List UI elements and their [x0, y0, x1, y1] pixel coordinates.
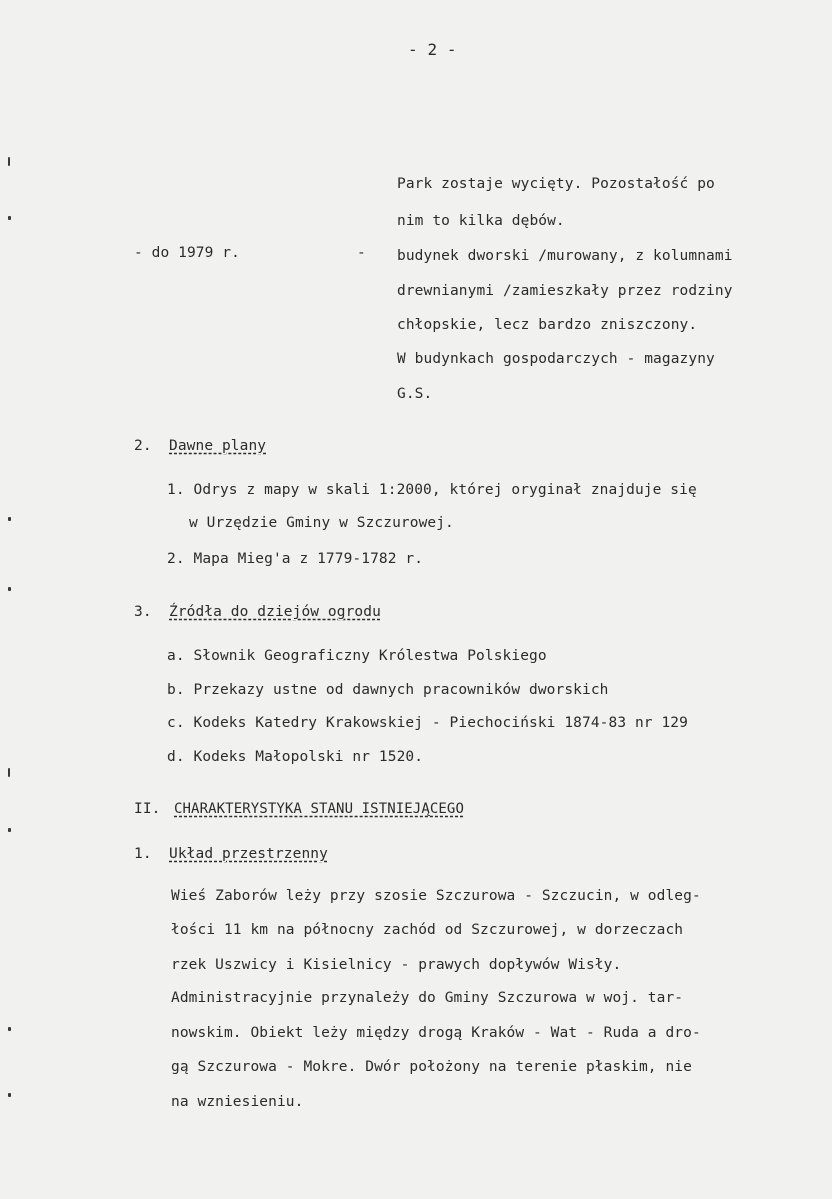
- paragraph-line: Administracyjnie przynależy do Gminy Szczurowa w woj. tar-: [171, 990, 684, 1006]
- margin-mark: [8, 828, 11, 832]
- margin-mark: [8, 157, 10, 166]
- paragraph-line: rzek Uszwicy i Kisielnicy - prawych dopływów Wisły.: [171, 957, 622, 973]
- chapter-title: CHARAKTERYSTYKA STANU ISTNIEJĄCEGO: [174, 801, 464, 817]
- entry-line: chłopskie, lecz bardzo zniszczony.: [397, 317, 698, 333]
- margin-mark: [8, 587, 11, 591]
- entry-line: drewnianymi /zamieszkały przez rodziny: [397, 283, 733, 299]
- chapter-number: II.: [134, 801, 161, 817]
- section-title: Układ przestrzenny: [169, 846, 328, 862]
- date-label: - do 1979 r.: [134, 245, 240, 261]
- date-dash: -: [357, 245, 366, 261]
- list-item: d. Kodeks Małopolski nr 1520.: [167, 749, 424, 765]
- margin-mark: [8, 517, 11, 521]
- section-number: 3.: [134, 604, 152, 620]
- margin-mark: [8, 768, 10, 777]
- margin-mark: [8, 216, 11, 220]
- paragraph-line: łości 11 km na północny zachód od Szczurowej, w dorzeczach: [171, 922, 684, 938]
- paragraph-line: na wzniesieniu.: [171, 1094, 304, 1110]
- list-item: 1. Odrys z mapy w skali 1:2000, której oryginał znajduje się: [167, 482, 697, 498]
- margin-mark: [8, 1027, 11, 1031]
- page-number: - 2 -: [408, 40, 457, 59]
- entry-line: W budynkach gospodarczych - magazyny: [397, 351, 715, 367]
- list-item: b. Przekazy ustne od dawnych pracowników dworskich: [167, 682, 609, 698]
- entry-line: budynek dworski /murowany, z kolumnami: [397, 248, 733, 264]
- list-item: 2. Mapa Mieg'a z 1779-1782 r.: [167, 551, 424, 567]
- section-title: Dawne plany: [169, 438, 267, 454]
- list-item: w Urzędzie Gminy w Szczurowej.: [189, 515, 454, 531]
- section-title: Źródła do dziejów ogrodu: [169, 604, 381, 620]
- list-item: c. Kodeks Katedry Krakowskiej - Piechociński 1874-83 nr 129: [167, 715, 688, 731]
- entry-line: nim to kilka dębów.: [397, 213, 565, 229]
- margin-mark: [8, 1093, 11, 1097]
- section-number: 2.: [134, 438, 152, 454]
- entry-line: G.S.: [397, 386, 433, 402]
- entry-line: Park zostaje wycięty. Pozostałość po: [397, 176, 715, 192]
- paragraph-line: Wieś Zaborów leży przy szosie Szczurowa - Szczucin, w odleg-: [171, 888, 701, 904]
- paragraph-line: gą Szczurowa - Mokre. Dwór położony na terenie płaskim, nie: [171, 1059, 692, 1075]
- list-item: a. Słownik Geograficzny Królestwa Polskiego: [167, 648, 547, 664]
- section-number: 1.: [134, 846, 152, 862]
- paragraph-line: nowskim. Obiekt leży między drogą Kraków - Wat - Ruda a dro-: [171, 1025, 701, 1041]
